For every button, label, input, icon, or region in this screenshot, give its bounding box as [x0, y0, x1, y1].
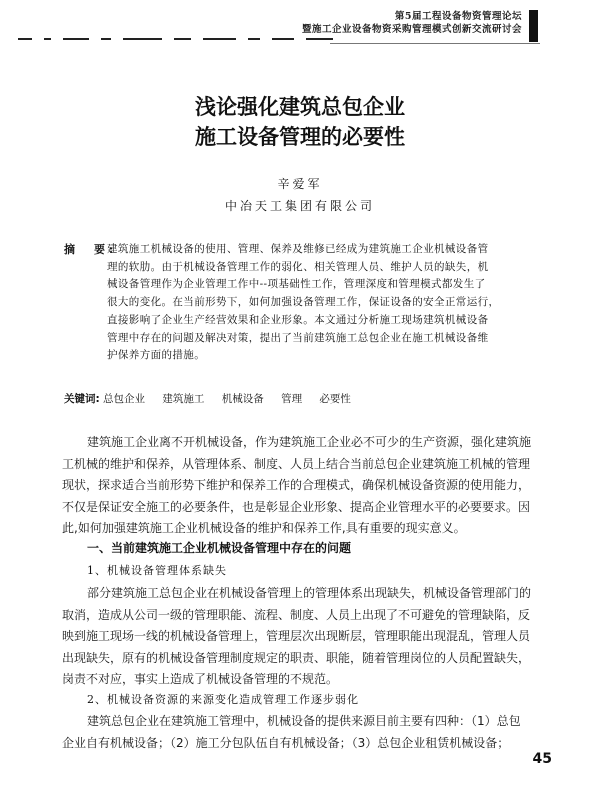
body-line: 工机械的维护和保养，从管理体系、制度、人员上结合当前总包企业建筑施工机械的管理 [62, 456, 531, 471]
body-line: 建筑施工企业离不开机械设备，作为建筑施工企业必不可少的生产资源，强化建筑施 [87, 435, 532, 449]
abstract-line: 理的软肋。由于机械设备管理工作的弱化、相关管理人员、维护人员的缺失，机 [107, 260, 489, 273]
abstract-line: 械设备管理作为企业管理工作中--项基础性工作，管理深度和管理模式都发生了 [107, 278, 486, 291]
abstract-line: 很大的变化。在当前形势下，如何加强设备管理工作，保证设备的安全正常运行， [107, 296, 500, 309]
body-line: 此,如何加强建筑施工企业机械设备的维护和保养工作,具有重要的现实意义。 [62, 521, 466, 535]
header-black-bar [529, 10, 538, 42]
body-line: 部分建筑施工总包企业在机械设备管理上的管理体系出现缺失，机械设备管理部门的 [87, 586, 532, 600]
body-line: 现状，探求适合当前形势下维护和保养工作的合理模式，确保机械设备资源的使用能力， [62, 478, 531, 492]
keywords-label: 关键词: [64, 393, 100, 405]
paper-title-line1: 浅论强化建筑总包企业 [195, 95, 405, 119]
intro-paragraph [62, 432, 540, 540]
section-heading-1: 一、当前建筑施工企业机械设备管理中存在的问题 [87, 541, 352, 555]
running-header [302, 10, 522, 36]
author-name: 辛爱军 [277, 177, 323, 191]
abstract-label: 摘 要: [64, 243, 118, 256]
subsection-heading-1: 1、机械设备管理体系缺失 [87, 564, 227, 577]
abstract-body [77, 241, 547, 365]
body-line: 出现缺失，原有的机械设备管理制度规定的职责、职能，随着管理岗位的人员配置缺失， [62, 650, 531, 665]
running-header-line2: 暨施工企业设备物资采购管理模式创新交流研讨会 [301, 24, 522, 35]
abstract-line: 护保养方面的措施。 [107, 349, 206, 362]
keyword: 总包企业 [103, 393, 146, 405]
subsection-heading-2: 2、机械设备资源的来源变化造成管理工作逐步弱化 [87, 693, 359, 706]
keywords [64, 391, 365, 406]
section1-paragraph [62, 583, 540, 691]
body-line: 取消，造成从公司一级的管理职能、流程、制度、人员上出现了不可避免的管理缺陷，反 [62, 607, 531, 622]
keyword: 必要性 [319, 393, 351, 405]
abstract-line: 建筑施工机械设备的使用、管理、保养及维修已经成为建筑施工企业机械设备管 [107, 243, 489, 255]
header-rule [330, 43, 540, 44]
keyword: 机械设备 [221, 393, 264, 405]
header-dash-rule [18, 37, 333, 40]
keyword: 建筑施工 [162, 393, 205, 405]
body-line: 企业自有机械设备；（2）施工分包队伍自有机械设备；（3）总包企业租赁机械设备； [62, 735, 510, 750]
author-affiliation: 中冶天工集团有限公司 [224, 199, 375, 213]
body-line: 映到施工现场一线的机械设备管理上，管理层次出现断层，管理职能出现混乱，管理人员 [62, 629, 531, 643]
abstract-line: 管理中存在的问题及解决对策，提出了当前建筑施工总包企业在施工机械设备维 [107, 331, 489, 344]
paper-title-line2: 施工设备管理的必要性 [195, 125, 405, 149]
keyword: 管理 [281, 393, 303, 405]
body-line: 不仅是保证安全施工的必要条件，也是彰显企业形象、提高企业管理水平的必要要求。因 [62, 499, 531, 514]
section2-paragraph [62, 711, 540, 754]
abstract-line: 直接影响了企业生产经营效果和企业形象。本文通过分析施工现场建筑机械设备 [107, 313, 489, 326]
page-number: 45 [532, 751, 552, 767]
paper-title [0, 92, 600, 152]
body-line: 岗责不对应，事实上造成了机械设备管理的不规范。 [62, 672, 339, 686]
body-line: 建筑总包企业在建筑施工管理中，机械设备的提供来源目前主要有四种：（1）总包 [87, 714, 521, 728]
running-header-line1: 第5届工程设备物资管理论坛 [394, 11, 522, 22]
